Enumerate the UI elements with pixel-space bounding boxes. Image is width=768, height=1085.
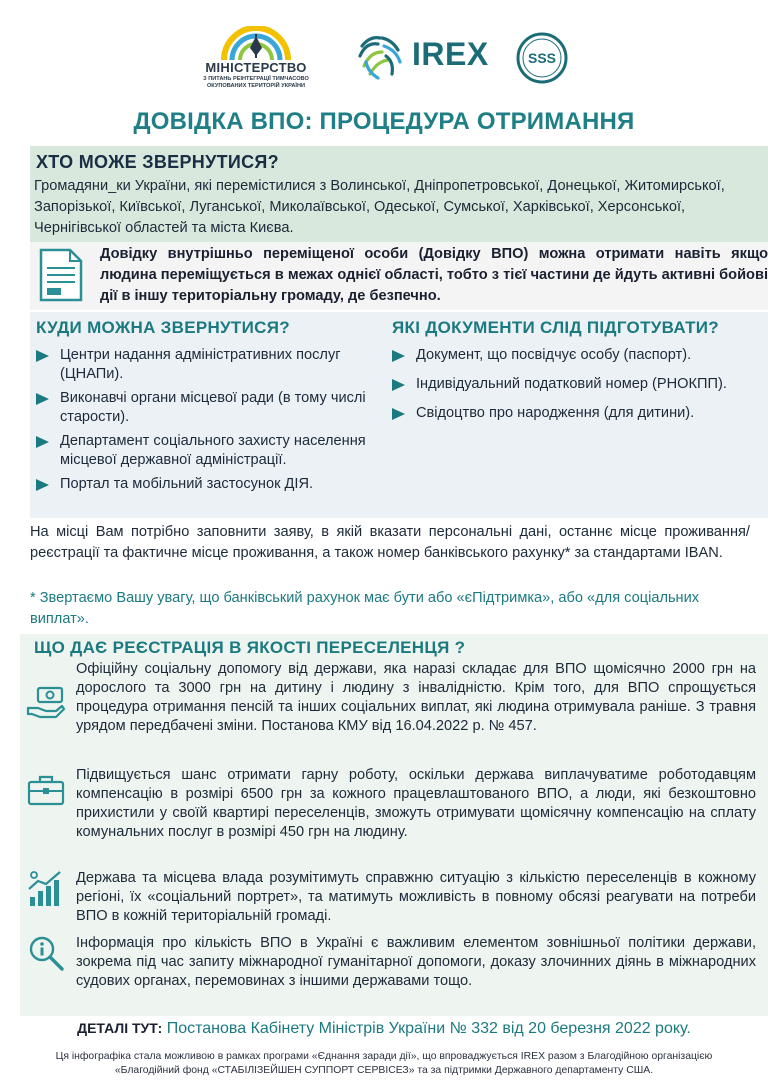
arrow-icon bbox=[36, 436, 49, 448]
arrow-icon bbox=[36, 393, 49, 405]
search-info-icon bbox=[26, 934, 66, 974]
application-text: На місці Вам потрібно заповнити заяву, в якій вказати персональні дані, останнє місце проживання/реєстрації та фактичне місце проживання, а також номер банківського рахунку* за стандартами IBAN. bbox=[30, 524, 750, 561]
sss-name: SSS bbox=[527, 50, 557, 66]
list-item: Документ, що посвідчує особу (паспорт). bbox=[392, 346, 762, 365]
who-text: Громадяни_ки України, які перемістилися з Волинської, Дніпропетровської, Донецької, Житомирської, Запорізької, Київської, Луганської, Миколаївської, Одеської, Сумської, Харківської, Херсонської, Чернігівської областей та міста Києва. bbox=[34, 178, 725, 236]
irex-name: IREX bbox=[412, 36, 489, 72]
docs-heading: ЯКІ ДОКУМЕНТИ СЛІД ПІДГОТУВАТИ? bbox=[392, 318, 719, 337]
docs-list bbox=[392, 346, 762, 423]
who-section bbox=[30, 146, 768, 242]
list-item: Індивідуальний податковий номер (РНОКПП). bbox=[392, 375, 762, 394]
details-label: ДЕТАЛІ ТУТ: bbox=[77, 1020, 163, 1036]
growth-chart-icon bbox=[26, 869, 66, 909]
details-link[interactable]: Постанова Кабінету Міністрів України № 332 від 20 березня 2022 року. bbox=[166, 1020, 691, 1037]
details-line bbox=[0, 1020, 768, 1038]
page-title: ДОВІДКА ВПО: ПРОЦЕДУРА ОТРИМАННЯ bbox=[133, 108, 635, 135]
irex-logo bbox=[356, 32, 489, 82]
sss-logo bbox=[516, 32, 568, 84]
benefit-text: Держава та місцева влада розумітимуть справжню ситуацію з кількістю переселенців в кожному регіоні, їх «соціальний портрет», та матимуть можливість в повному обсязі реагувати на потреби ВПО в кожній територіальній громаді. bbox=[76, 870, 756, 924]
benefits-section bbox=[20, 634, 768, 1016]
who-heading: ХТО МОЖЕ ЗВЕРНУТИСЯ? bbox=[36, 152, 279, 172]
benefit-text: Підвищується шанс отримати гарну роботу, оскільки держава виплачуватиме роботодавцям компенсацію в розмірі 6500 грн за кожного працевлаштованого ВПО, а люди, які безкоштовно прихистили у своїй квартирі переселенців, зможуть отримувати щомісячну компенсацію на сплату комунальних послуг в розмірі 450 грн на людину. bbox=[76, 767, 756, 840]
benefit-text: Інформація про кількість ВПО в Україні є важливим елементом зовнішньої політики держави, зокрема під час запиту міжнародної гуманітарної допомоги, доказу злочинних діянь в міжнародних судових органах, перемовинах з іншими державами тощо. bbox=[76, 935, 756, 989]
where-column bbox=[36, 318, 376, 499]
sss-circle-icon bbox=[516, 32, 568, 84]
list-item: Портал та мобільний застосунок ДІЯ. bbox=[36, 475, 376, 494]
money-hand-icon bbox=[26, 682, 66, 722]
arrow-icon bbox=[36, 350, 49, 362]
header-logos bbox=[0, 26, 768, 96]
bank-account-warning: * Звертаємо Вашу увагу, що банківський рахунок має бути або «єПідтримка», або «для соціальних виплат». bbox=[30, 590, 700, 627]
document-icon bbox=[38, 248, 84, 302]
arrow-icon bbox=[392, 350, 405, 362]
list-item: Виконавчі органи місцевої ради (в тому числі старости). bbox=[36, 389, 376, 427]
footer-text: Ця інфографіка стала можливою в рамках програми «Єднання заради дії», що впроваджується IREX разом з Благодійною організацією «Благодійний фонд «СТАБІЛІЗЕЙШЕН СУППОРТ СЕРВІСЕЗ» та за підтримки Державного департаменту США. bbox=[55, 1051, 713, 1076]
ministry-arc-icon bbox=[220, 26, 292, 62]
list-item: Департамент соціального захисту населення місцевої державної адміністрації. bbox=[36, 432, 376, 470]
where-list bbox=[36, 346, 376, 494]
arrow-icon bbox=[392, 408, 405, 420]
note-section bbox=[30, 242, 768, 310]
irex-mark-icon bbox=[356, 32, 406, 82]
ministry-name: МІНІСТЕРСТВО bbox=[205, 60, 307, 75]
benefit-text: Офіційну соціальну допомогу від держави, яка наразі складає для ВПО щомісячно 2000 грн на дорослого та 3000 грн на дитину і людину з інвалідністю. Крім того, для ВПО спрощується процедура отримання пенсій та інших соціальних виплат, які людина отримувала раніше. З травня урядом передбачені зміни. Постанова КМУ від 16.04.2022 р. № 457. bbox=[76, 661, 756, 734]
list-item: Центри надання адміністративних послуг (ЦНАПи). bbox=[36, 346, 376, 384]
note-text: Довідку внутрішньо переміщеної особи (Довідку ВПО) можна отримати навіть якщо людина переміщується в межах однієї області, тобто з тієї частини де йдуть активні бойові дії в іншу територіальну громаду, де безпечно. bbox=[100, 246, 768, 304]
ministry-logo bbox=[198, 26, 314, 96]
arrow-icon bbox=[36, 479, 49, 491]
benefits-heading: ЩО ДАЄ РЕЄСТРАЦІЯ В ЯКОСТІ ПЕРЕСЕЛЕНЦЯ ? bbox=[34, 638, 466, 657]
briefcase-icon bbox=[26, 770, 66, 810]
where-heading: КУДИ МОЖНА ЗВЕРНУТИСЯ? bbox=[36, 318, 290, 337]
list-item: Свідоцтво про народження (для дитини). bbox=[392, 404, 762, 423]
where-docs-section bbox=[30, 312, 768, 518]
arrow-icon bbox=[392, 379, 405, 391]
ministry-subtitle: З ПИТАНЬ РЕІНТЕГРАЦІЇ ТИМЧАСОВО ОКУПОВАНИХ ТЕРИТОРІЙ УКРАЇНИ bbox=[203, 76, 309, 89]
docs-column bbox=[392, 318, 762, 433]
